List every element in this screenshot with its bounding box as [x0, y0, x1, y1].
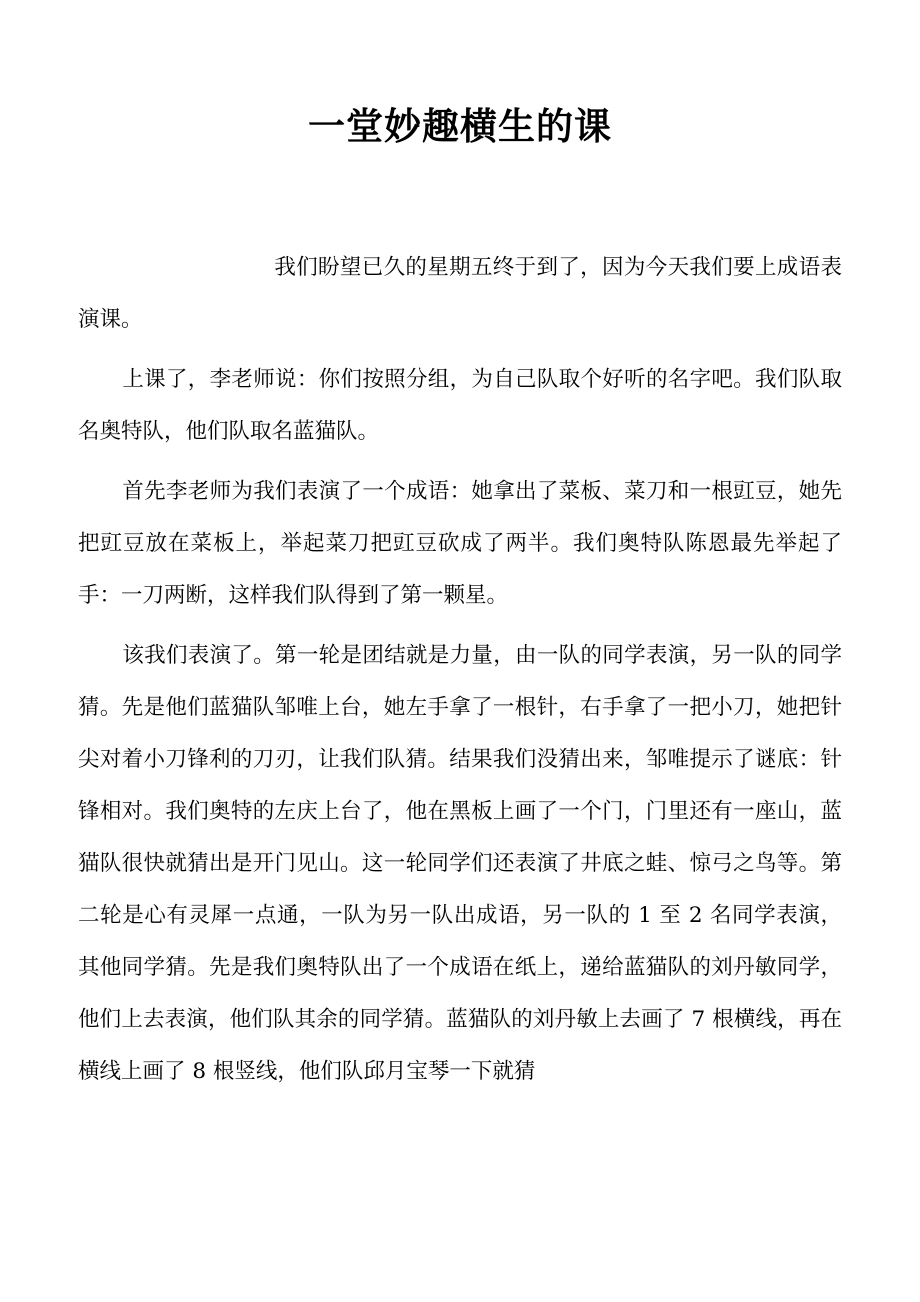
paragraph-text: 我们盼望已久的星期五终于到了，因为今天我们要上成语表演课。 [78, 255, 842, 332]
paragraph-2 [78, 354, 842, 458]
paragraph-4 [78, 630, 842, 1098]
paragraph-3 [78, 466, 842, 622]
paragraph-1 [78, 242, 842, 346]
page-title: 一堂妙趣横生的课 [308, 105, 612, 148]
paragraph-text: 上课了，李老师说：你们按照分组，为自己队取个好听的名字吧。我们队取名奥特队，他们队取名蓝猫队。 [78, 367, 842, 444]
document-body [0, 242, 920, 1098]
paragraph-text: 该我们表演了。第一轮是团结就是力量，由一队的同学表演，另一队的同学猜。先是他们蓝猫队邹唯上台，她左手拿了一根针，右手拿了一把小刀，她把针尖对着小刀锋利的刀刃，让我们队猜。结果我们没猜出来，邹唯提示了谜底：针锋相对。我们奥特的左庆上台了，他在黑板上画了一个门，门里还有一座山，蓝猫队很快就猜出是开门见山。这一轮同学们还表演了井底之蛙、惊弓之鸟等。第二轮是心有灵犀一点通，一队为另一队出成语，另一队的 1 至 2 名同学表演，其他同学猜。先是我们奥特队出了一个成语在纸上，递给蓝猫队的刘丹敏同学，他们上去表演，他们队其余的同学猜。蓝猫队的刘丹敏上去画了 7 根横线，再在横线上画了 8 根竖线，他们队邱月宝琴一下就猜 [78, 643, 842, 1084]
paragraph-text: 首先李老师为我们表演了一个成语：她拿出了菜板、菜刀和一根豇豆，她先把豇豆放在菜板上，举起菜刀把豇豆砍成了两半。我们奥特队陈恩最先举起了手：一刀两断，这样我们队得到了第一颗星。 [78, 479, 842, 608]
